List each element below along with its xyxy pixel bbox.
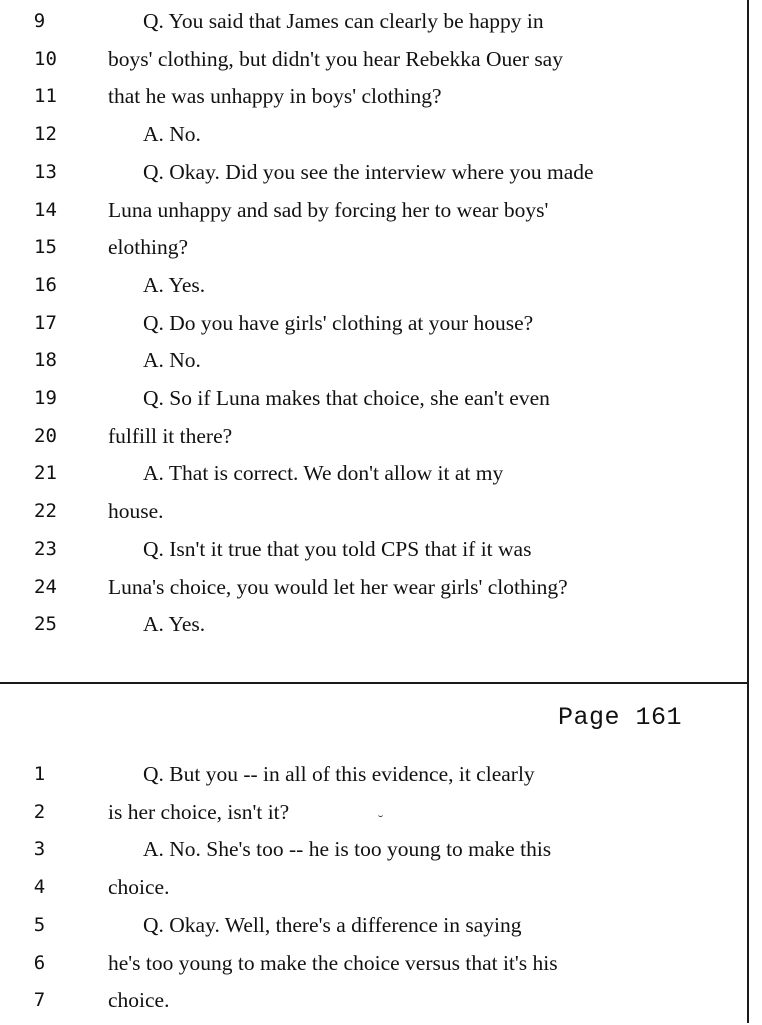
line-text: he's too young to make the choice versus that it's his xyxy=(108,950,558,975)
page-break-rule xyxy=(0,682,749,684)
line-text: A. Yes. xyxy=(143,272,206,297)
line-number: 23 xyxy=(34,537,57,560)
line-number: 25 xyxy=(34,613,57,636)
stray-pen-mark xyxy=(378,812,383,817)
transcript-line xyxy=(0,837,745,874)
line-number: 14 xyxy=(34,198,57,221)
line-text: boys' clothing, but didn't you hear Rebekka Ouer say xyxy=(108,46,563,71)
line-number: 18 xyxy=(34,349,57,372)
line-number: 10 xyxy=(34,47,57,70)
line-number: 11 xyxy=(34,85,57,108)
transcript-line xyxy=(0,386,745,423)
line-number: 19 xyxy=(34,387,57,409)
line-text: fulfill it there? xyxy=(108,423,233,448)
transcript-line xyxy=(0,198,745,235)
page-number-label: Page 161 xyxy=(558,703,683,732)
line-number: 13 xyxy=(34,160,57,183)
transcript-line xyxy=(0,9,745,46)
transcript-line xyxy=(0,762,745,799)
line-text: Luna's choice, you would let her wear girls' clothing? xyxy=(108,574,568,599)
line-text: A. No. xyxy=(143,122,201,147)
line-number: 22 xyxy=(34,500,57,523)
line-text: A. That is correct. We don't allow it at my xyxy=(143,461,504,486)
transcript-line xyxy=(0,499,745,536)
line-number: 3 xyxy=(33,838,46,861)
line-text: Q. You said that James can clearly be happy in xyxy=(143,9,544,33)
line-text: that he was unhappy in boys' clothing? xyxy=(108,84,442,109)
right-margin-rule xyxy=(747,0,749,1023)
line-number: 21 xyxy=(34,462,57,485)
line-text: is her choice, isn't it? xyxy=(108,799,290,824)
transcript-line xyxy=(0,461,745,498)
line-number: 5 xyxy=(33,913,46,936)
transcript-line xyxy=(0,122,745,159)
line-text: A. Yes. xyxy=(143,612,206,637)
line-number: 9 xyxy=(33,10,46,32)
line-text: Q. Do you have girls' clothing at your house? xyxy=(143,310,534,335)
transcript-line xyxy=(0,537,745,574)
line-number: 17 xyxy=(34,311,57,334)
transcript-line xyxy=(0,160,745,197)
transcript-line xyxy=(0,913,745,950)
line-number: 4 xyxy=(33,876,46,899)
line-number: 7 xyxy=(33,989,46,1012)
transcript-line xyxy=(0,951,745,988)
line-number: 24 xyxy=(34,575,57,598)
line-text: Luna unhappy and sad by forcing her to wear boys' xyxy=(108,197,549,222)
line-text: A. No. xyxy=(143,348,201,373)
line-number: 16 xyxy=(34,273,57,296)
transcript-line xyxy=(0,875,745,912)
transcript-line xyxy=(0,348,745,385)
transcript-line xyxy=(0,424,745,461)
transcript-line xyxy=(0,800,745,837)
transcript-line xyxy=(0,612,745,649)
line-text: choice. xyxy=(108,875,170,900)
line-text: elothing? xyxy=(108,235,189,260)
line-text: choice. xyxy=(108,988,170,1013)
transcript-line xyxy=(0,84,745,121)
line-number: 20 xyxy=(34,424,57,447)
line-text: Q. Isn't it true that you told CPS that if it was xyxy=(143,536,532,561)
line-number: 6 xyxy=(33,951,46,974)
line-text: Q. So if Luna makes that choice, she ean't even xyxy=(143,386,550,410)
line-number: 15 xyxy=(34,236,57,259)
line-text: Q. Okay. Did you see the interview where you made xyxy=(143,159,594,184)
line-text: Q. But you -- in all of this evidence, it clearly xyxy=(143,762,535,786)
line-number: 1 xyxy=(33,763,46,785)
transcript-line xyxy=(0,988,745,1025)
transcript-line xyxy=(0,311,745,348)
transcript-line xyxy=(0,273,745,310)
line-text: house. xyxy=(108,499,164,524)
line-text: A. No. She's too -- he is too young to make this xyxy=(143,837,552,862)
line-text: Q. Okay. Well, there's a difference in saying xyxy=(143,912,522,937)
line-number: 12 xyxy=(34,123,57,146)
transcript-line xyxy=(0,575,745,612)
transcript-line xyxy=(0,235,745,272)
transcript-line xyxy=(0,47,745,84)
line-number: 2 xyxy=(33,800,46,823)
